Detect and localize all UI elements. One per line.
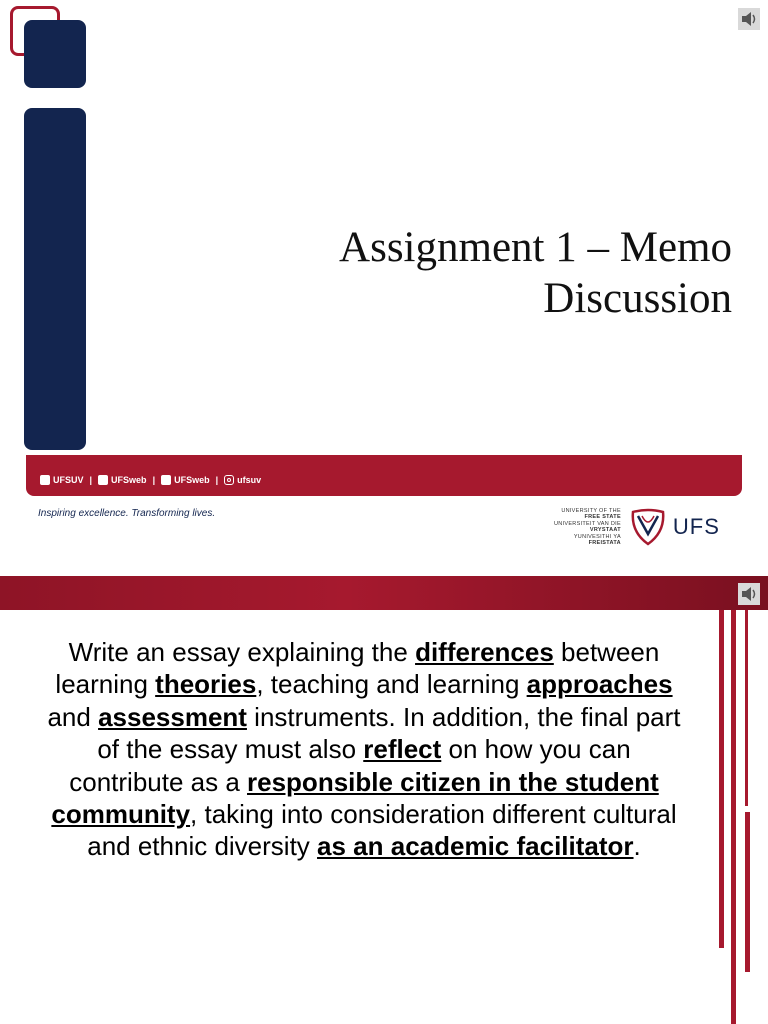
social-link-instagram[interactable] xyxy=(224,475,261,485)
ufs-logo-text: UFS xyxy=(672,514,720,539)
essay-text: and xyxy=(47,701,99,732)
social-link-facebook[interactable] xyxy=(40,475,84,485)
university-name-line: UNIVERSITEIT VAN DIE xyxy=(554,520,621,527)
separator: | xyxy=(152,475,156,485)
emphasized-term: approaches xyxy=(526,669,673,700)
social-link-twitter[interactable] xyxy=(98,475,147,485)
emphasized-term: assessment xyxy=(98,701,247,732)
university-names xyxy=(554,508,621,547)
decorative-vertical-line xyxy=(719,610,724,948)
decorative-navy-block-tall xyxy=(24,108,86,450)
decorative-vertical-line xyxy=(745,812,750,972)
youtube-icon xyxy=(161,475,171,485)
essay-text: . xyxy=(633,831,641,862)
twitter-icon xyxy=(98,475,108,485)
social-links xyxy=(40,475,261,485)
essay-text: , taking into consideration different cultural and ethnic diversity xyxy=(87,799,677,862)
university-name-line: YUNIVESITHI YA xyxy=(573,533,621,540)
social-label: ufsuv xyxy=(237,475,262,485)
essay-instructions xyxy=(40,636,688,863)
facebook-icon xyxy=(40,475,50,485)
slide-title-line1: Assignment 1 – Memo xyxy=(339,224,732,271)
decorative-vertical-line xyxy=(745,610,748,806)
essay-text: between learning xyxy=(55,637,660,700)
top-banner xyxy=(0,576,768,610)
emphasized-term: theories xyxy=(155,669,257,700)
emphasized-term: as an academic facilitator xyxy=(317,831,634,862)
content-slide xyxy=(0,576,768,1024)
slide-title-line2: Discussion xyxy=(543,275,732,322)
essay-text: Write an essay explaining the xyxy=(68,637,416,667)
social-label: UFSweb xyxy=(174,475,210,485)
footer-banner xyxy=(26,455,742,496)
essay-text: , teaching and learning xyxy=(256,669,527,700)
university-name-line: UNIVERSITY OF THE xyxy=(561,507,621,514)
ufs-shield-logo-icon xyxy=(627,506,669,548)
speaker-icon[interactable] xyxy=(738,583,760,605)
decorative-navy-block-small xyxy=(24,20,86,88)
slide-title xyxy=(272,222,732,324)
essay-text: instruments. In addition, the final part of the essay must also xyxy=(97,701,681,765)
social-label: UFSUV xyxy=(53,475,84,485)
instagram-icon xyxy=(224,475,234,485)
separator: | xyxy=(89,475,93,485)
tagline: Inspiring excellence. Transforming lives. xyxy=(38,508,216,519)
university-name-line: FREE STATE xyxy=(584,514,621,520)
university-name-line: FREISTATA xyxy=(588,540,621,546)
emphasized-term: responsible citizen in the student community xyxy=(51,766,659,830)
separator: | xyxy=(215,475,219,485)
ufs-logo-block xyxy=(554,506,720,548)
speaker-icon[interactable] xyxy=(738,8,760,30)
social-label: UFSweb xyxy=(111,475,147,485)
social-link-youtube[interactable] xyxy=(161,475,210,485)
university-name-line: VRYSTAAT xyxy=(589,527,621,533)
emphasized-term: differences xyxy=(415,637,554,667)
essay-text: on how you can contribute as a xyxy=(69,734,631,797)
emphasized-term: reflect xyxy=(363,734,442,765)
decorative-vertical-line xyxy=(731,610,736,1024)
